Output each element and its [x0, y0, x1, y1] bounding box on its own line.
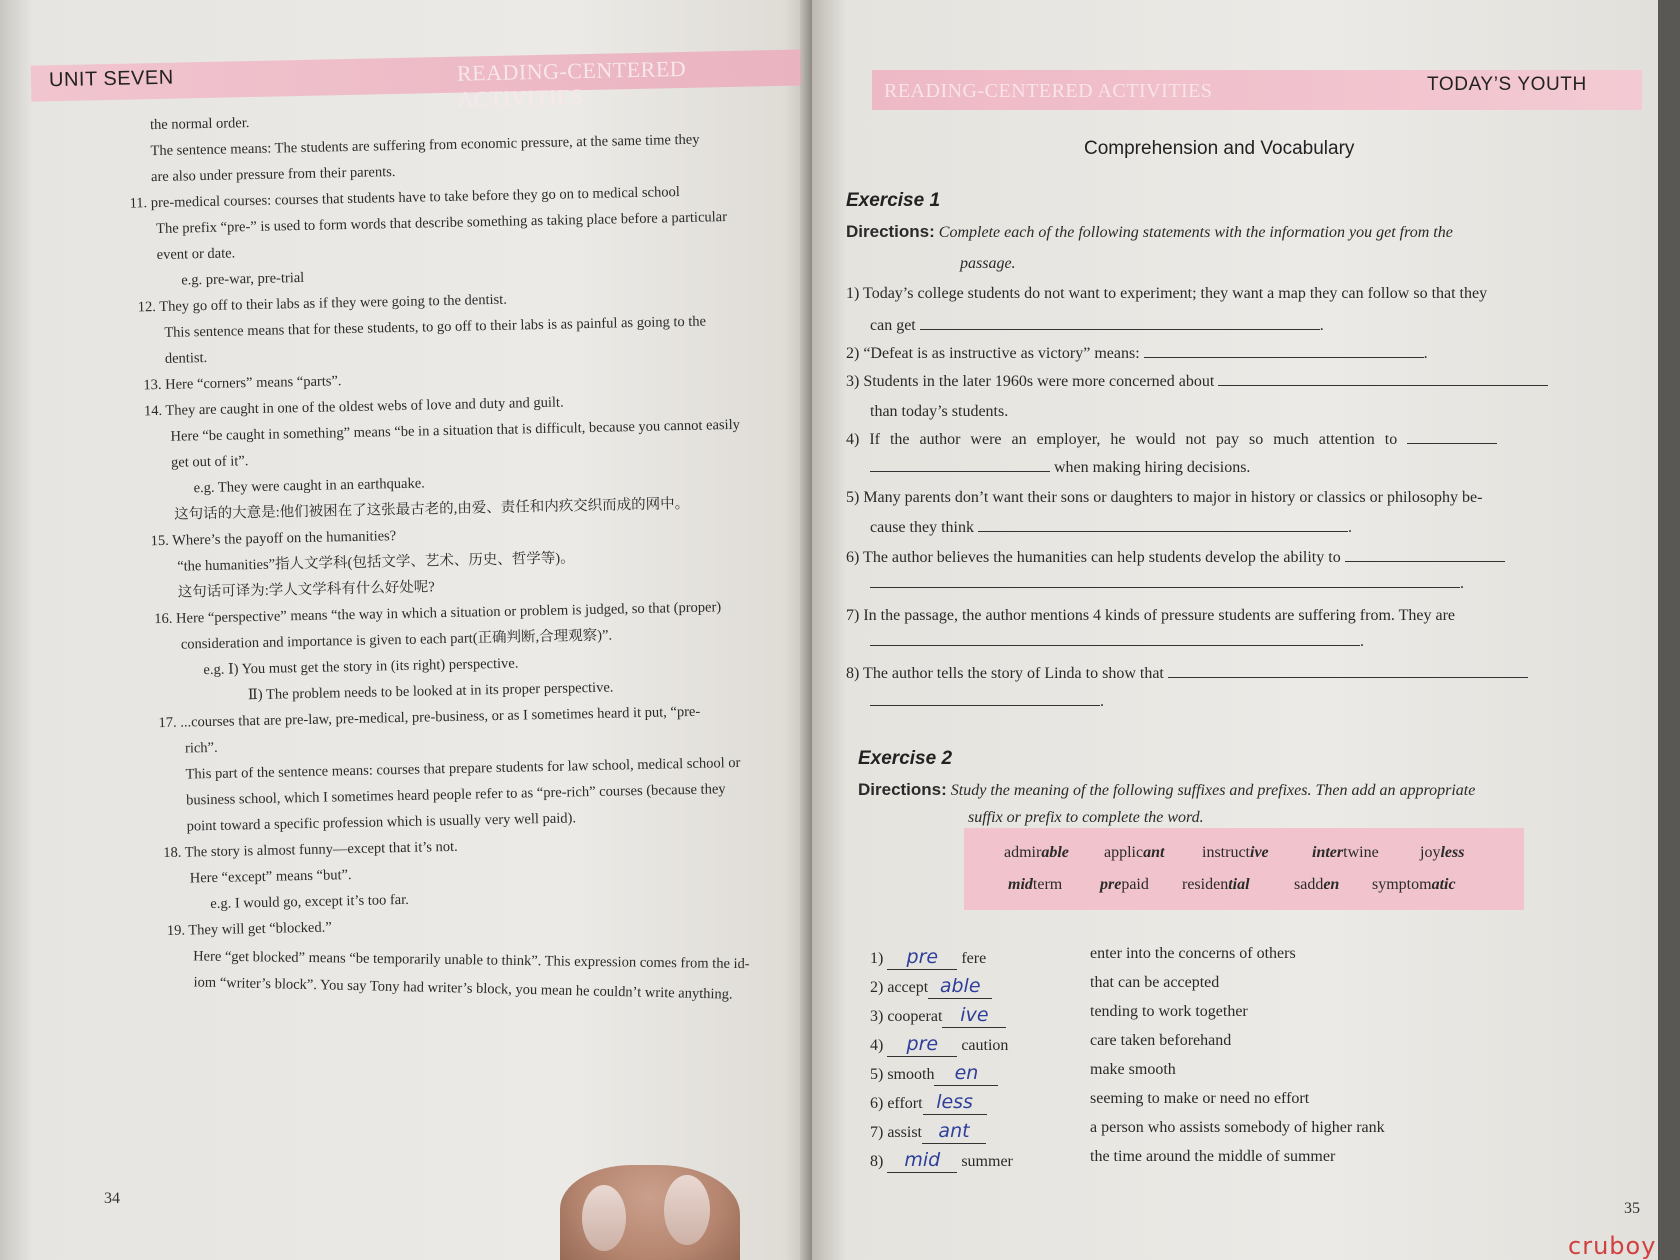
example-word: admirable: [1004, 844, 1069, 861]
handwritten-answer: en: [954, 1062, 979, 1084]
directions-text: passage.: [960, 255, 1016, 272]
directions-text: suffix or prefix to complete the word.: [968, 809, 1204, 826]
note-line: event or date.: [156, 245, 236, 264]
directions-label: Directions:: [858, 780, 947, 799]
ex1-item: 5) Many parents don’t want their sons or daughters to major in history or classics or philosophy be-: [846, 489, 1483, 506]
ex1-item: 3) Students in the later 1960s were more concerned about: [846, 372, 1548, 391]
thumb-photo: [560, 1165, 740, 1260]
item-meaning: care taken beforehand: [1090, 1032, 1232, 1049]
item-number: 1): [870, 950, 888, 967]
note-line: the normal order.: [149, 115, 250, 134]
item-meaning: tending to work together: [1090, 1003, 1248, 1020]
handwritten-answer: mid: [904, 1149, 941, 1171]
exercise2-directions-cont: [968, 808, 1204, 827]
exercise1-title: Exercise 1: [846, 190, 941, 211]
answer-blank[interactable]: [870, 632, 1360, 646]
ex1-item-blank: .: [870, 574, 1464, 593]
example-word: residential: [1182, 876, 1250, 893]
ex1-item: 4) If the author were an employer, he would not pay so much attention to: [846, 430, 1497, 449]
note-line: 19. They will get “blocked.”: [166, 919, 332, 939]
note-line: are also under pressure from their parents.: [150, 164, 396, 186]
answer-blank[interactable]: [887, 946, 957, 970]
page-number-left: 34: [104, 1190, 120, 1207]
item-meaning: seeming to make or need no effort: [1090, 1090, 1310, 1107]
directions-text: Complete each of the following statements with the information you get from the: [938, 224, 1453, 241]
note-line: The prefix “pre-” is used to form words that describe something as taking place before a particular: [156, 209, 728, 238]
example-word: midterm: [1008, 876, 1063, 893]
note-line: 16. Here “perspective” means “the way in which a situation or problem is judged, so that (proper): [154, 599, 722, 628]
answer-blank[interactable]: [920, 316, 1320, 330]
word-stem: fere: [957, 950, 987, 967]
item-meaning: a person who assists somebody of higher rank: [1090, 1119, 1385, 1136]
item-number: 3): [870, 1008, 888, 1025]
note-line: Here “be caught in something” means “be in a situation that is difficult, because you cannot easily: [170, 416, 741, 445]
ex1-item-blank: .: [870, 692, 1104, 711]
ex2-item: [870, 1004, 1006, 1028]
item-meaning: enter into the concerns of others: [1090, 945, 1296, 962]
header-faint-text: READING-CENTERED ACTIVITIES: [884, 80, 1213, 102]
answer-blank[interactable]: [1407, 430, 1497, 444]
example-word: applicant: [1104, 844, 1165, 861]
item-meaning: that can be accepted: [1090, 974, 1220, 991]
unit-label: UNIT SEVEN: [48, 66, 174, 92]
word-stem: assist: [887, 1124, 922, 1141]
directions-text: Study the meaning of the following suffixes and prefixes. Then add an appropriate: [950, 782, 1476, 799]
note-line: 12. They go off to their labs as if they were going to the dentist.: [137, 291, 508, 316]
word-stem: cooperat: [887, 1008, 943, 1025]
word-stem: smooth: [887, 1066, 935, 1083]
item-meaning: the time around the middle of summer: [1090, 1148, 1336, 1165]
note-chinese: 这句话可译为:学人文学科有什么好处呢?: [177, 579, 435, 601]
header-faint-text: READING-CENTERED ACTIVITIES: [456, 55, 687, 112]
answer-blank[interactable]: [887, 1033, 957, 1057]
section-label: TODAY’S YOUTH: [1427, 74, 1587, 95]
answer-blank[interactable]: [1144, 344, 1424, 358]
word-stem: summer: [957, 1153, 1013, 1170]
background-edge: [1658, 0, 1680, 1260]
note-line: 18. The story is almost funny—except that it’s not.: [163, 838, 458, 862]
note-line: The sentence means: The students are suffering from economic pressure, at the same time they: [150, 131, 700, 160]
answer-blank[interactable]: [870, 458, 1050, 472]
note-line: 13. Here “corners” means “parts”.: [143, 373, 342, 394]
item-number: 7): [870, 1124, 888, 1141]
answer-blank[interactable]: [887, 1149, 957, 1173]
word-stem: effort: [887, 1095, 923, 1112]
note-example: e.g. Ⅰ) You must get the story in (its right) perspective.: [203, 655, 519, 679]
note-line: iom “writer’s block”. You say Tony had writer’s block, you mean he couldn’t write anything.: [193, 974, 733, 1003]
ex1-item: 2) “Defeat is as instructive as victory” means: .: [846, 345, 1428, 362]
note-example: e.g. I would go, except it’s too far.: [210, 891, 409, 913]
handwritten-answer: ant: [938, 1120, 970, 1142]
note-line: Here “except” means “but”.: [189, 867, 352, 887]
note-chinese: 这句话的大意是:他们被困在了这张最古老的,由爱、责任和内疚交织而成的网中。: [173, 495, 690, 523]
ex1-item: 8) The author tells the story of Linda to show that: [846, 664, 1528, 683]
ex1-item: 6) The author believes the humanities can help students develop the ability to: [846, 548, 1505, 567]
answer-blank[interactable]: [922, 1120, 986, 1144]
answer-blank[interactable]: [942, 1004, 1006, 1028]
note-line: 17. ...courses that are pre-law, pre-medical, pre-business, or as I sometimes heard it put, “pre-: [158, 703, 701, 732]
answer-blank[interactable]: [1218, 372, 1548, 386]
ex2-item: [870, 1091, 987, 1115]
ex1-item: 1) Today’s college students do not want to experiment; they want a map they can follow so that they: [846, 285, 1488, 302]
answer-blank[interactable]: [934, 1062, 998, 1086]
answer-blank[interactable]: [928, 975, 992, 999]
watermark: cruboy: [1568, 1232, 1657, 1260]
fingernail: [664, 1175, 710, 1245]
item-meaning: make smooth: [1090, 1061, 1176, 1078]
answer-blank[interactable]: [978, 518, 1348, 532]
note-line: point toward a specific profession which is usually very well paid).: [186, 810, 577, 835]
note-line: 15. Where’s the payoff on the humanities?: [150, 528, 397, 550]
example-word: symptomatic: [1372, 876, 1456, 893]
example-word: prepaid: [1100, 876, 1149, 893]
example-word: sadden: [1294, 876, 1340, 893]
ex2-item: [870, 946, 986, 970]
item-number: 4): [870, 1037, 888, 1054]
exercise2-directions: [858, 780, 1475, 800]
note-example: e.g. pre-war, pre-trial: [181, 269, 305, 289]
answer-blank[interactable]: [1345, 548, 1505, 562]
handwritten-answer: less: [936, 1091, 973, 1113]
note-line: dentist.: [164, 349, 208, 367]
ex2-item: [870, 1033, 1008, 1057]
ex1-item-blank: .: [870, 632, 1364, 651]
ex2-item: [870, 1120, 986, 1144]
ex2-item: [870, 1062, 998, 1086]
right-page: [812, 0, 1662, 1260]
exercise1-directions-cont: [960, 254, 1016, 273]
note-line: 14. They are caught in one of the oldest webs of love and duty and guilt.: [143, 394, 564, 420]
note-line: Here “get blocked” means “be temporarily unable to think”. This expression comes from the id-: [193, 948, 750, 973]
note-line: business school, which I sometimes heard people refer to as “pre-rich” courses (because they: [185, 781, 726, 809]
answer-blank[interactable]: [1168, 664, 1528, 678]
note-line: consideration and importance is given to each part(正确判断,合理观察)”.: [180, 627, 613, 653]
item-number: 8): [870, 1153, 888, 1170]
ex1-item: cause they think .: [870, 519, 1352, 536]
handwritten-answer: pre: [906, 1033, 939, 1055]
note-line: 11. pre-medical courses: courses that students have to take before they go on to medical school: [129, 184, 680, 212]
ex2-item: [870, 1149, 1013, 1173]
exercise2-title: Exercise 2: [858, 748, 953, 769]
fingernail: [582, 1185, 626, 1251]
note-line: rich”.: [184, 739, 218, 757]
ex1-item: than today’s students.: [870, 403, 1009, 420]
note-example: Ⅱ) The problem needs to be looked at in its proper perspective.: [247, 679, 614, 704]
answer-blank[interactable]: [870, 574, 1460, 588]
handwritten-answer: pre: [906, 946, 939, 968]
note-chinese: “the humanities”指人文学科(包括文学、艺术、历史、哲学等)。: [177, 550, 575, 575]
page-number-right: 35: [1624, 1200, 1640, 1217]
item-number: 5): [870, 1066, 888, 1083]
directions-label: Directions:: [846, 222, 935, 241]
example-word: intertwine: [1312, 844, 1379, 861]
answer-blank[interactable]: [870, 692, 1100, 706]
note-example: e.g. They were caught in an earthquake.: [193, 475, 425, 497]
example-word: joyless: [1420, 844, 1465, 861]
word-stem: caution: [957, 1037, 1009, 1054]
item-number: 2): [870, 979, 888, 996]
note-line: This sentence means that for these students, to go off to their labs is as painful as going to the: [164, 313, 707, 341]
ex1-item: 7) In the passage, the author mentions 4 kinds of pressure students are suffering from. They are: [846, 607, 1456, 624]
exercise1-directions: [846, 222, 1453, 242]
handwritten-answer: ive: [960, 1004, 989, 1026]
ex1-item: can get .: [870, 317, 1324, 334]
handwritten-answer: able: [939, 975, 981, 997]
example-word: instructive: [1202, 844, 1269, 861]
left-page: [0, 0, 818, 1260]
page-title: Comprehension and Vocabulary: [1084, 138, 1355, 159]
note-line: This part of the sentence means: courses that prepare students for law school, medical school or: [185, 754, 741, 783]
note-line: get out of it”.: [170, 453, 249, 471]
suffix-prefix-box: [964, 828, 1524, 910]
ex1-item: when making hiring decisions.: [870, 458, 1250, 477]
ex2-item: [870, 975, 992, 999]
item-number: 6): [870, 1095, 888, 1112]
word-stem: accept: [887, 979, 929, 996]
answer-blank[interactable]: [923, 1091, 987, 1115]
